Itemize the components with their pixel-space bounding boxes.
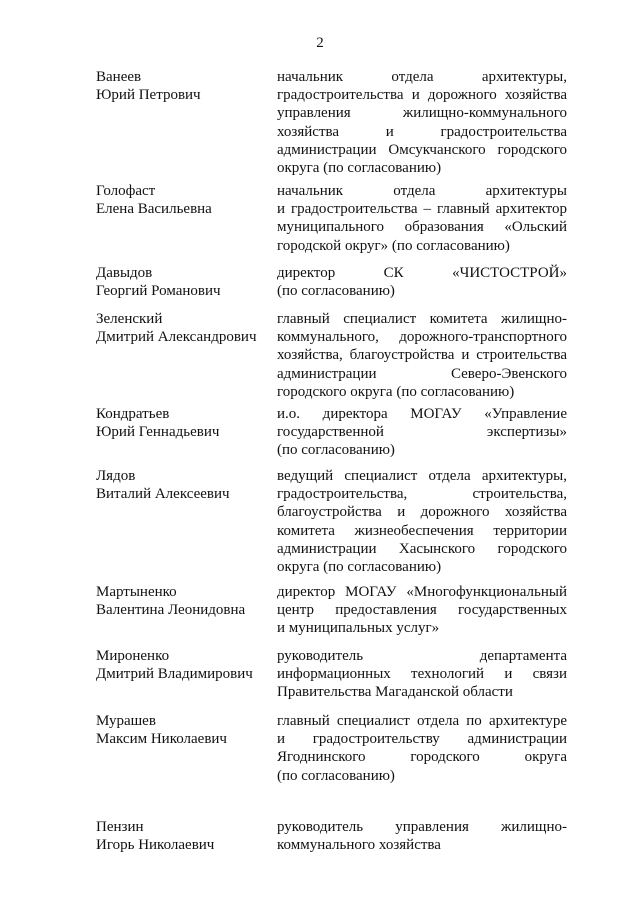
member-position [277, 818, 567, 854]
member-position [277, 647, 567, 702]
position-line: главный специалист отдела по архитектуре [277, 713, 567, 729]
position-line: администрации Омсукчанского городского [277, 141, 567, 158]
page-number: 2 [316, 35, 324, 51]
member-surname: Пензин [96, 819, 144, 835]
position-line: и градостроительству администрации [277, 731, 567, 748]
member-name [96, 405, 271, 441]
member-surname: Мартыненко [96, 584, 177, 600]
member-position [277, 405, 567, 460]
position-line: благоустройства и дорожного хозяйства [277, 504, 567, 521]
member-position [277, 310, 567, 401]
position-line: главный специалист комитета жилищно- [277, 311, 567, 327]
member-given-names: Максим Николаевич [96, 731, 227, 747]
position-line: градостроительства и дорожного хозяйства [277, 87, 567, 104]
position-line: информационных технологий и связи [277, 666, 567, 683]
member-position [277, 68, 567, 177]
position-line: и.о. директора МОГАУ «Управление [277, 406, 567, 422]
member-surname: Кондратьев [96, 406, 170, 422]
position-line: хозяйства, благоустройства и строительства [277, 347, 567, 364]
position-line: округа (по согласованию) [277, 559, 442, 576]
position-line: (по согласованию) [277, 283, 395, 300]
member-name [96, 712, 271, 748]
position-line: администрации Хасынского городского [277, 540, 567, 557]
member-surname: Голофаст [96, 183, 156, 199]
member-name [96, 182, 271, 218]
member-position [277, 583, 567, 638]
member-given-names: Дмитрий Александрович [96, 329, 257, 345]
member-surname: Ванеев [96, 69, 142, 85]
member-position [277, 712, 567, 785]
position-line: управления жилищно-коммунального [277, 105, 567, 122]
member-given-names: Дмитрий Владимирович [96, 666, 253, 682]
position-line: городского округа (по согласованию) [277, 383, 515, 400]
position-line: (по согласованию) [277, 442, 395, 459]
position-line: и градостроительства – главный архитектор [277, 201, 567, 218]
position-line: начальник отдела архитектуры, [277, 69, 567, 85]
member-name [96, 818, 271, 854]
position-line: руководитель департамента [277, 648, 567, 664]
position-line: и муниципальных услуг» [277, 620, 440, 637]
member-name [96, 310, 271, 346]
position-line: коммунального, дорожного-транспортного [277, 329, 567, 346]
member-name [96, 467, 271, 503]
position-line: ведущий специалист отдела архитектуры, [277, 468, 567, 484]
member-name [96, 68, 271, 104]
position-line: начальник отдела архитектуры [277, 183, 567, 199]
member-given-names: Елена Васильевна [96, 201, 212, 217]
position-line: городской округ» (по согласованию) [277, 237, 510, 254]
member-given-names: Виталий Алексеевич [96, 486, 230, 502]
member-given-names: Игорь Николаевич [96, 837, 215, 853]
member-position [277, 182, 567, 255]
position-line: директор МОГАУ «Многофункциональный [277, 584, 567, 600]
member-surname: Мурашев [96, 713, 156, 729]
position-line: директор СК «ЧИСТОСТРОЙ» [277, 265, 567, 281]
position-line: градостроительства, строительства, [277, 486, 567, 503]
position-line: муниципального образования «Ольский [277, 219, 567, 236]
member-surname: Лядов [96, 468, 136, 484]
member-given-names: Юрий Геннадьевич [96, 424, 220, 440]
member-surname: Мироненко [96, 648, 170, 664]
member-name [96, 583, 271, 619]
member-surname: Зеленский [96, 311, 163, 327]
member-name [96, 264, 271, 300]
member-surname: Давыдов [96, 265, 153, 281]
position-line: хозяйства и градостроительства [277, 123, 567, 140]
member-name [96, 647, 271, 683]
member-given-names: Юрий Петрович [96, 87, 201, 103]
position-line: округа (по согласованию) [277, 160, 442, 177]
position-line: (по согласованию) [277, 767, 395, 784]
member-given-names: Валентина Леонидовна [96, 602, 246, 618]
position-line: комитета жизнеобеспечения территории [277, 522, 567, 539]
position-line: Ягоднинского городского округа [277, 749, 567, 766]
position-line: центр предоставления государственных [277, 602, 567, 619]
position-line: Правительства Магаданской области [277, 684, 513, 701]
position-line: администрации Северо-Эвенского [277, 365, 567, 382]
member-position [277, 467, 567, 576]
position-line: руководитель управления жилищно- [277, 819, 567, 835]
member-position [277, 264, 567, 300]
position-line: коммунального хозяйства [277, 837, 441, 854]
position-line: государственной экспертизы» [277, 424, 567, 441]
member-given-names: Георгий Романович [96, 283, 221, 299]
